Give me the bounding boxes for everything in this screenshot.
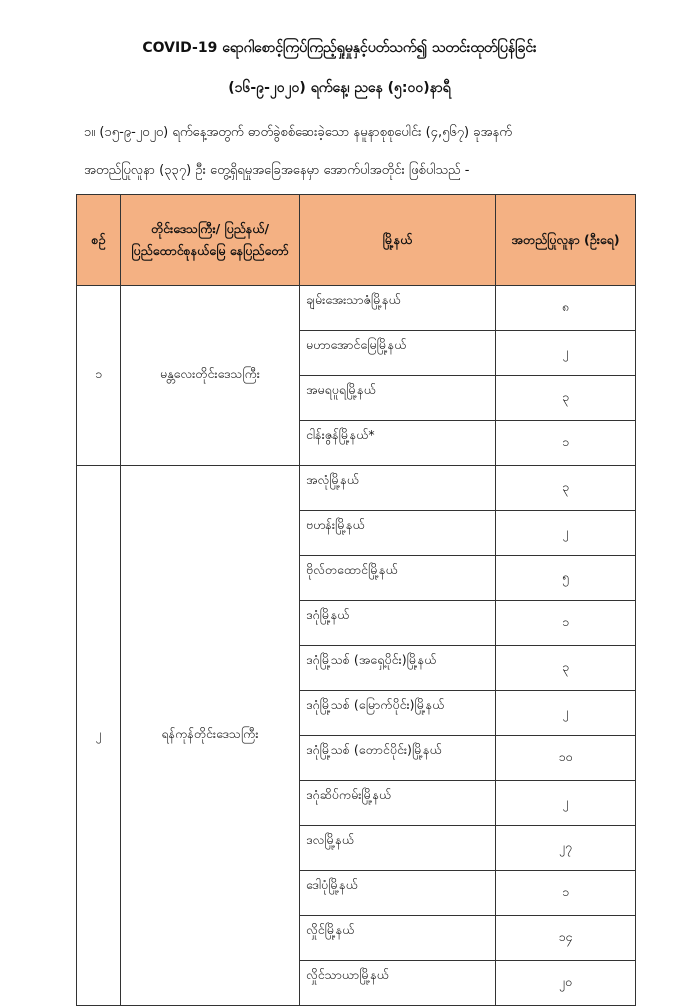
case-count-cell: ၁ [496, 871, 636, 916]
row-number: ၂ [77, 466, 121, 1006]
township-cell: အမရပူရမြို့နယ် [300, 376, 496, 421]
row-number: ၁ [77, 286, 121, 466]
region-cell: ရန်ကုန်တိုင်းဒေသကြီး [121, 466, 300, 1006]
case-count-cell: ၃ [496, 376, 636, 421]
township-cell: ဒဂုံမြို့နယ် [300, 601, 496, 646]
case-count-cell: ၃ [496, 466, 636, 511]
case-count-cell: ၂ [496, 691, 636, 736]
township-cell: လှိုင်မြို့နယ် [300, 916, 496, 961]
case-count-cell: ၂ [496, 331, 636, 376]
township-cell: ဒေါပုံမြို့နယ် [300, 871, 496, 916]
table-body [77, 286, 636, 1006]
case-count-cell: ၁ [496, 421, 636, 466]
township-cell: ငါန်းဇွန်မြို့နယ်* [300, 421, 496, 466]
header-count: အတည်ပြုလူနာ (ဦးရေ) [496, 195, 636, 286]
intro-line-1: ၁။ (၁၅-၉-၂၀၂၀) ရက်နေ့အတွက် ဓာတ်ခွဲစစ်ဆေးခဲ့သော နမူနာစုစုပေါင်း (၄,၅၆၇) ခုအနက် [84, 125, 512, 140]
township-cell: ဒလမြို့နယ် [300, 826, 496, 871]
header-region: တိုင်းဒေသကြီး/ ပြည်နယ်/ ပြည်ထောင်စုနယ်မြေ နေပြည်တော် [121, 195, 300, 286]
township-cell: ဒဂုံမြို့သစ် (တောင်ပိုင်း)မြို့နယ် [300, 736, 496, 781]
township-cell: ဒဂုံဆိပ်ကမ်းမြို့နယ် [300, 781, 496, 826]
region-cell: မန္တလေးတိုင်းဒေသကြီး [121, 286, 300, 466]
township-cell: ဒဂုံမြို့သစ် (အရှေ့ပိုင်း)မြို့နယ် [300, 646, 496, 691]
report-datetime: (၁၆-၉-၂၀၂၀) ရက်နေ့၊ ညနေ (၅:၀၀)နာရီ [228, 80, 451, 96]
township-cell: ဗဟန်းမြို့နယ် [300, 511, 496, 556]
case-count-cell: ၂ [496, 511, 636, 556]
case-count-cell: ၃ [496, 646, 636, 691]
case-count-cell: ၁ [496, 601, 636, 646]
header-no: စဉ် [77, 195, 121, 286]
township-cell: ဒဂုံမြို့သစ် (မြောက်ပိုင်း)မြို့နယ် [300, 691, 496, 736]
township-cell: အလုံမြို့နယ် [300, 466, 496, 511]
township-cell: လှိုင်သာယာမြို့နယ် [300, 961, 496, 1006]
case-count-cell: ၂၇ [496, 826, 636, 871]
cases-table [76, 194, 636, 1006]
case-count-cell: ၂ [496, 781, 636, 826]
township-cell: ချမ်းအေးသာဇံမြို့နယ် [300, 286, 496, 331]
table-header-row [77, 195, 636, 286]
case-count-cell: ၅ [496, 556, 636, 601]
case-count-cell: ၁၀ [496, 736, 636, 781]
table-row [77, 286, 636, 331]
case-count-cell: ၂၀ [496, 961, 636, 1006]
intro-line-2: အတည်ပြုလူနာ (၃၃၇) ဦး တွေ့ရှိရမှုအခြေအနေမှာ အောက်ပါအတိုင်း ဖြစ်ပါသည် - [84, 163, 470, 178]
header-township: မြို့နယ် [300, 195, 496, 286]
case-count-cell: ၁၄ [496, 916, 636, 961]
page-title: COVID-19 ရောဂါစောင့်ကြပ်ကြည့်ရှုမှုနှင့်ပတ်သက်၍ သတင်းထုတ်ပြန်ခြင်း [142, 40, 537, 56]
table-row [77, 466, 636, 511]
township-cell: မဟာအောင်မြေမြို့နယ် [300, 331, 496, 376]
case-count-cell: ၈ [496, 286, 636, 331]
township-cell: ဗိုလ်တထောင်မြို့နယ် [300, 556, 496, 601]
